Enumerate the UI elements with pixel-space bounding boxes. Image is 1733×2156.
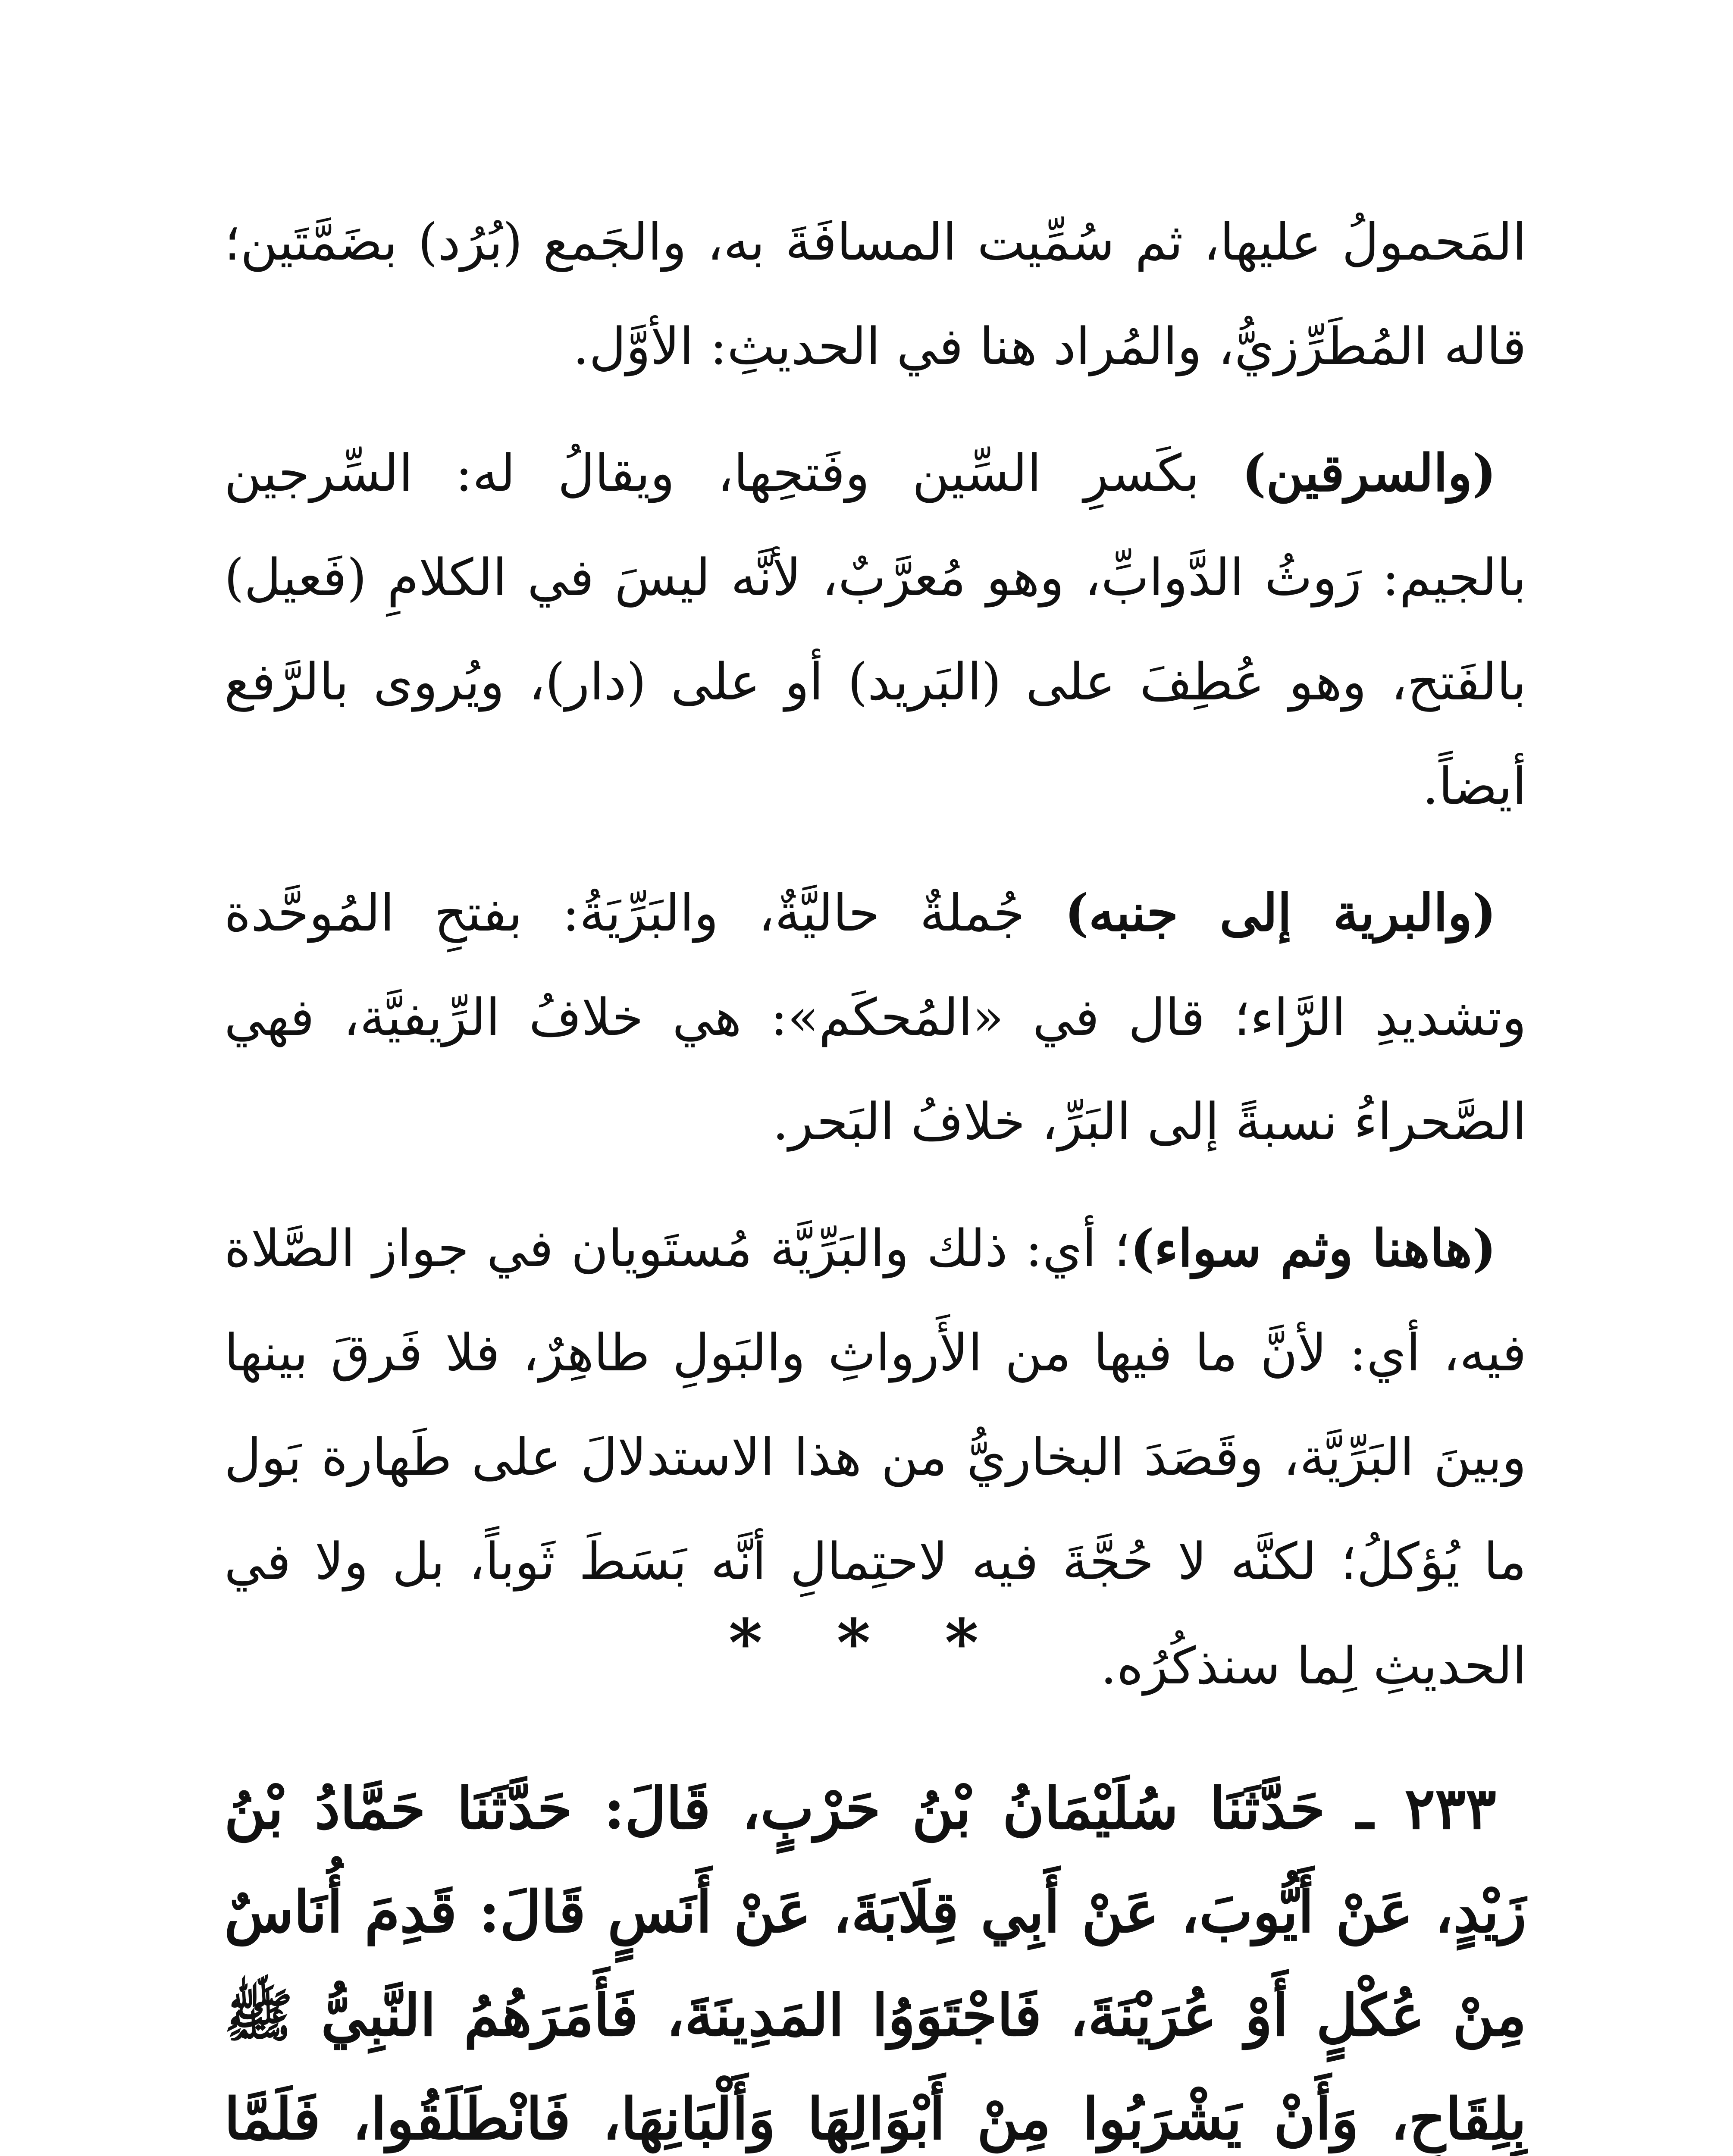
- hadith-text: ٢٣٣ ـ حَدَّثَنَا سُلَيْمَانُ بْنُ حَرْبٍ، قَالَ: حَدَّثَنَا حَمَّادُ بْنُ زَيْدٍ، عَنْ أَيُّوبَ، عَنْ أَبِي قِلَابَةَ، عَنْ أَنَسٍ قَالَ: قَدِمَ أُنَاسٌ مِنْ عُكْلٍ أَوْ عُرَيْنَةَ، فَاجْتَوَوُا المَدِينَةَ، فَأَمَرَهُمُ النَّبِيُّ ﷺ بِلِقَاحٍ، وَأَنْ يَشْرَبُوا مِنْ أَبْوَالِهَا وَأَلْبَانِهَا، فَانْطَلَقُوا، فَلَمَّا: [224, 1775, 1526, 2153]
- lemma-heading: (هاهنا وثم سواء): [1130, 1218, 1496, 1278]
- commentary-text: المَحمولُ عليها، ثم سُمِّيت المسافَةَ به، والجَمع (بُرُد) بضَمَّتَين؛ قاله المُطَرِّزيُّ، والمُراد هنا في الحديثِ: الأوَّل.: [224, 212, 1526, 376]
- commentary-paragraph-1: [224, 190, 1526, 398]
- section-separator: * * *: [728, 1605, 1005, 1681]
- lemma-heading: (والبرية إلى جنبه): [1065, 883, 1496, 943]
- commentary-paragraph-3: [224, 861, 1526, 1174]
- commentary-text: جُملةٌ حاليَّةٌ، والبَرِّيَةُ: بفتحِ المُوحَّدة وتشديدِ الرَّاء؛ قال في «المُحكَم»: هي خلافُ الرِّيفيَّة، فهي الصَّحراءُ نسبةً إلى البَرِّ، خلافُ البَحر.: [224, 883, 1526, 1151]
- lemma-heading: (والسرقين): [1242, 443, 1496, 503]
- commentary-text: بكَسرِ السِّين وفَتحِها، ويقالُ له: السِّرجين بالجيم: رَوثُ الدَّوابِّ، وهو مُعرَّبٌ، لأنَّه ليسَ في الكلامِ (فَعيل) بالفَتح، وهو عُطِفَ على (البَريد) أو على (دار)، ويُروى بالرَّفع أيضاً.: [224, 443, 1526, 816]
- commentary-text: ؛ أي: ذلك والبَرِّيَّة مُستَويان في جواز الصَّلاة فيه، أي: لأنَّ ما فيها من الأَرواثِ والبَولِ طاهِرٌ، فلا فَرقَ بينها وبينَ البَرِّيَّة، وقَصَدَ البخاريُّ من هذا الاستدلالَ على طَهارة بَول ما يُؤكلُ؛ لكنَّه لا حُجَّةَ فيه لاحتِمالِ أنَّه بَسَطَ ثَوباً، بل ولا في الحديثِ لِما سنذكُرُه.: [224, 1219, 1526, 1695]
- commentary-paragraph-2: [224, 421, 1526, 838]
- commentary-section: [224, 190, 1526, 1740]
